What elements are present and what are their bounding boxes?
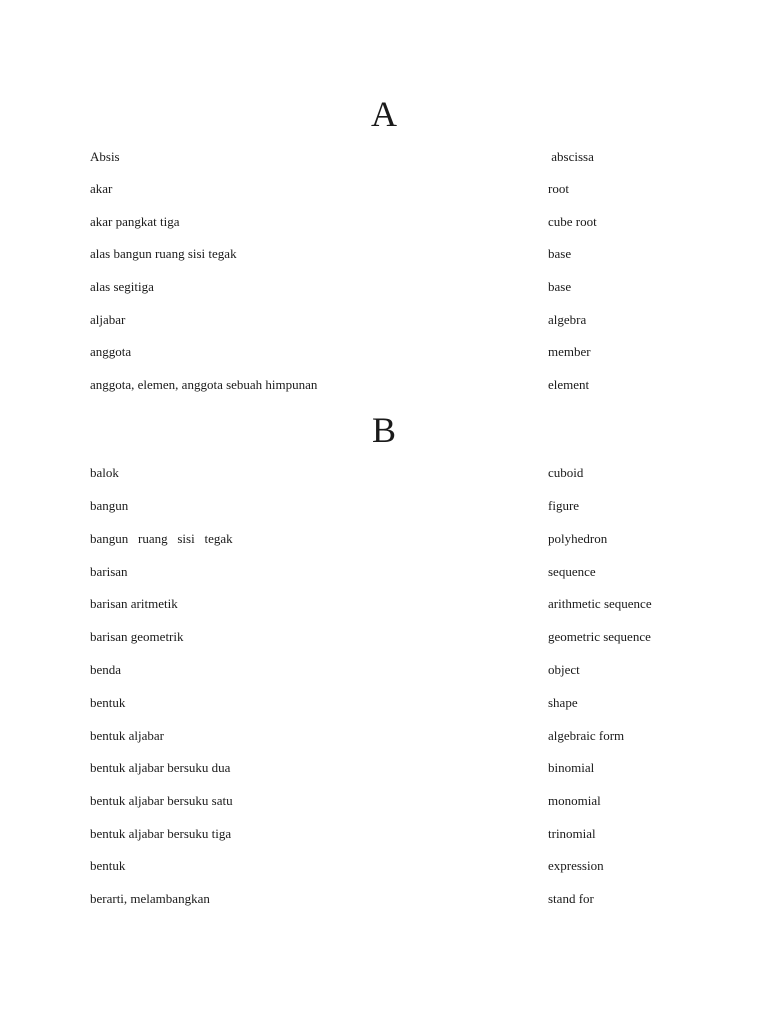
- glossary-entry: [0, 693, 768, 713]
- entry-translation: stand for: [548, 891, 594, 906]
- entry-translation: expression: [548, 858, 604, 873]
- entry-translation: element: [548, 377, 590, 392]
- entry-translation: algebra: [548, 312, 587, 327]
- entry-term: bentuk aljabar bersuku satu: [90, 793, 233, 808]
- entry-term: bentuk aljabar bersuku dua: [90, 760, 231, 775]
- glossary-entry: [0, 889, 768, 909]
- glossary-entry: [0, 147, 768, 167]
- glossary-entry: [0, 310, 768, 330]
- entry-term: balok: [90, 465, 119, 480]
- glossary-entry: [0, 375, 768, 395]
- entry-term: bentuk aljabar: [90, 728, 164, 743]
- entry-term: alas bangun ruang sisi tegak: [90, 246, 237, 261]
- entry-term: anggota: [90, 344, 132, 359]
- glossary-entry: [0, 463, 768, 483]
- glossary-entry: [0, 212, 768, 232]
- glossary-entry: [0, 179, 768, 199]
- glossary-entry: [0, 594, 768, 614]
- entry-term: bentuk aljabar bersuku tiga: [90, 826, 232, 841]
- entry-translation: base: [548, 246, 572, 261]
- glossary-entry: [0, 758, 768, 778]
- entry-term: bentuk: [90, 695, 126, 710]
- entry-translation: base: [548, 279, 572, 294]
- entry-translation: arithmetic sequence: [548, 596, 652, 611]
- glossary-entry: [0, 244, 768, 264]
- glossary-entry: [0, 791, 768, 811]
- entry-translation: sequence: [548, 564, 596, 579]
- section-heading-a: A: [371, 94, 397, 134]
- glossary-entry: [0, 824, 768, 844]
- entry-translation: monomial: [548, 793, 601, 808]
- entry-translation: cube root: [548, 214, 597, 229]
- entry-translation: root: [548, 181, 569, 196]
- entry-term: barisan: [90, 564, 128, 579]
- entry-term: barisan geometrik: [90, 629, 184, 644]
- entry-translation: shape: [548, 695, 578, 710]
- glossary-entry: [0, 562, 768, 582]
- entry-term: Absis: [90, 149, 120, 164]
- entry-translation: figure: [548, 498, 580, 513]
- glossary-entry: [0, 529, 768, 549]
- glossary-entry: [0, 660, 768, 680]
- entry-term: bentuk: [90, 858, 126, 873]
- section-heading-b: B: [371, 410, 396, 450]
- entry-term: aljabar: [90, 312, 126, 327]
- glossary-entry: [0, 342, 768, 362]
- entry-term: bangun: [90, 498, 129, 513]
- entry-translation: cuboid: [548, 465, 584, 480]
- glossary-entry: [0, 726, 768, 746]
- entry-translation: trinomial: [548, 826, 596, 841]
- entry-translation: algebraic form: [548, 728, 625, 743]
- entry-translation: member: [548, 344, 591, 359]
- entry-term: akar pangkat tiga: [90, 214, 180, 229]
- glossary-entry: [0, 856, 768, 876]
- entry-translation: geometric sequence: [548, 629, 651, 644]
- entry-translation: polyhedron: [548, 531, 608, 546]
- entry-translation: binomial: [548, 760, 595, 775]
- glossary-entry: [0, 496, 768, 516]
- entry-translation: object: [548, 662, 580, 677]
- entry-term: barisan aritmetik: [90, 596, 178, 611]
- entry-term: alas segitiga: [90, 279, 154, 294]
- entry-translation: abscissa: [548, 149, 594, 164]
- entry-term: berarti, melambangkan: [90, 891, 210, 906]
- entry-term: bangun ruang sisi tegak: [90, 531, 233, 546]
- entry-term: anggota, elemen, anggota sebuah himpunan: [90, 377, 318, 392]
- glossary-entry: [0, 627, 768, 647]
- entry-term: benda: [90, 662, 122, 677]
- entry-term: akar: [90, 181, 113, 196]
- glossary-entry: [0, 277, 768, 297]
